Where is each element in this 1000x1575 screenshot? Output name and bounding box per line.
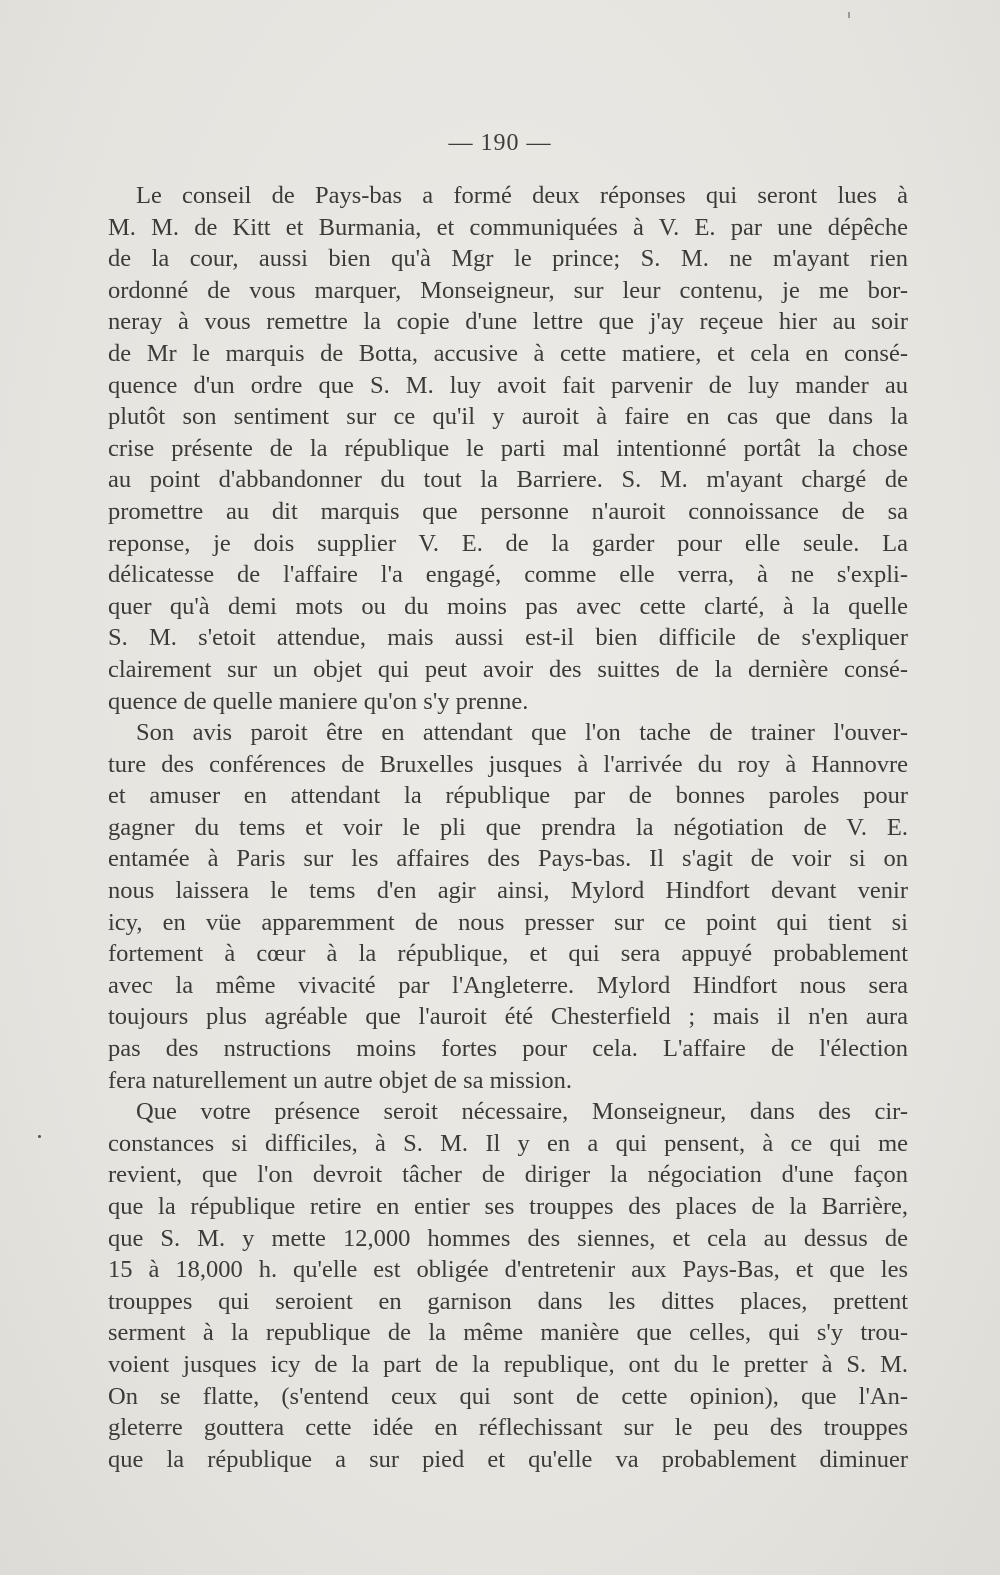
text-line: revient, que l'on devroit tâcher de diriger la négociation d'une façon [108,1161,908,1189]
text-line: On se flatte, (s'entend ceux qui sont de cette opinion), que l'An- [108,1382,908,1410]
text-line: gleterre gouttera cette idée en réflechissant sur le peu des trouppes [108,1414,908,1442]
text-line: Son avis paroit être en attendant que l'on tache de trainer l'ouver- [136,719,908,747]
text-line: au point d'abbandonner du tout la Barriere. S. M. m'ayant chargé de [108,466,908,494]
text-line: voient jusques icy de la part de la republique, ont du le pretter à S. M. [108,1350,908,1378]
text-line: icy, en vüe apparemment de nous presser sur ce point qui tient si [108,908,908,936]
text-line: neray à vous remettre la copie d'une lettre que j'ay reçeue hier au soir [108,308,908,336]
text-line: avec la même vivacité par l'Angleterre. Mylord Hindfort nous sera [108,971,908,999]
text-line: 15 à 18,000 h. qu'elle est obligée d'entretenir aux Pays-Bas, et que les [108,1256,908,1284]
text-line: toujours plus agréable que l'auroit été Chesterfield ; mais il n'en aura [108,1003,908,1031]
text-line: plutôt son sentiment sur ce qu'il y auroit à faire en cas que dans la [108,403,908,431]
text-line: fortement à cœur à la république, et qui sera appuyé probablement [108,940,908,968]
margin-dot [38,1135,41,1138]
text-line: délicatesse de l'affaire l'a engagé, comme elle verra, à ne s'expli- [108,561,908,589]
text-line: pas des nstructions moins fortes pour cela. L'affaire de l'élection [108,1035,908,1063]
text-line: serment à la republique de la même manière que celles, qui s'y trou- [108,1319,908,1347]
text-line: promettre au dit marquis que personne n'auroit connoissance de sa [108,497,908,525]
text-line: constances si difficiles, à S. M. Il y en a qui pensent, à ce qui me [108,1129,908,1157]
text-line: nous laissera le tems d'en agir ainsi, Mylord Hindfort devant venir [108,877,908,905]
text-line: de la cour, aussi bien qu'à Mgr le prince; S. M. ne m'ayant rien [108,245,908,273]
text-line: ture des conférences de Bruxelles jusques à l'arrivée du roy à Hannovre [108,750,908,778]
text-line: Que votre présence seroit nécessaire, Monseigneur, dans des cir- [136,1098,908,1126]
text-line: de Mr le marquis de Botta, accusive à cette matiere, et cela en consé- [108,339,908,367]
paragraph [108,1096,908,1475]
text-line: M. M. de Kitt et Burmania, et communiquées à V. E. par une dépêche [108,213,908,241]
text-line: entamée à Paris sur les affaires des Pays-bas. Il s'agit de voir si on [108,845,908,873]
paragraph [108,180,908,717]
text-line: quence d'un ordre que S. M. luy avoit fait parvenir de luy mander au [108,371,908,399]
text-line: que S. M. y mette 12,000 hommes des siennes, et cela au dessus de [108,1224,908,1252]
text-line: crise présente de la république le parti mal intentionné portât la chose [108,434,908,462]
text-line: fera naturellement un autre objet de sa mission. [108,1066,572,1094]
text-line: Le conseil de Pays-bas a formé deux réponses qui seront lues à [136,182,908,209]
scan-mark [848,12,850,18]
text-line: que la république a sur pied et qu'elle va probablement diminuer [108,1445,908,1473]
text-line: reponse, je dois supplier V. E. de la garder pour elle seule. La [108,529,908,557]
page-number: — 190 — [448,130,552,156]
paragraph [108,717,908,1096]
text-line: quence de quelle maniere qu'on s'y prenne. [108,687,529,715]
text-line: et amuser en attendant la république par de bonnes paroles pour [108,782,908,810]
body-text [108,180,908,1475]
text-line: trouppes qui seroient en garnison dans les dittes places, prettent [108,1287,908,1315]
text-line: S. M. s'etoit attendue, mais aussi est-il bien difficile de s'expliquer [108,624,908,652]
text-line: clairement sur un objet qui peut avoir des suittes de la dernière consé- [108,655,908,683]
text-line: que la république retire en entier ses trouppes des places de la Barrière, [108,1193,908,1220]
text-line: gagner du tems et voir le pli que prendra la négotiation de V. E. [108,813,908,841]
text-line: quer qu'à demi mots ou du moins pas avec cette clarté, à la quelle [108,592,908,620]
text-line: ordonné de vous marquer, Monseigneur, sur leur contenu, je me bor- [108,276,908,304]
